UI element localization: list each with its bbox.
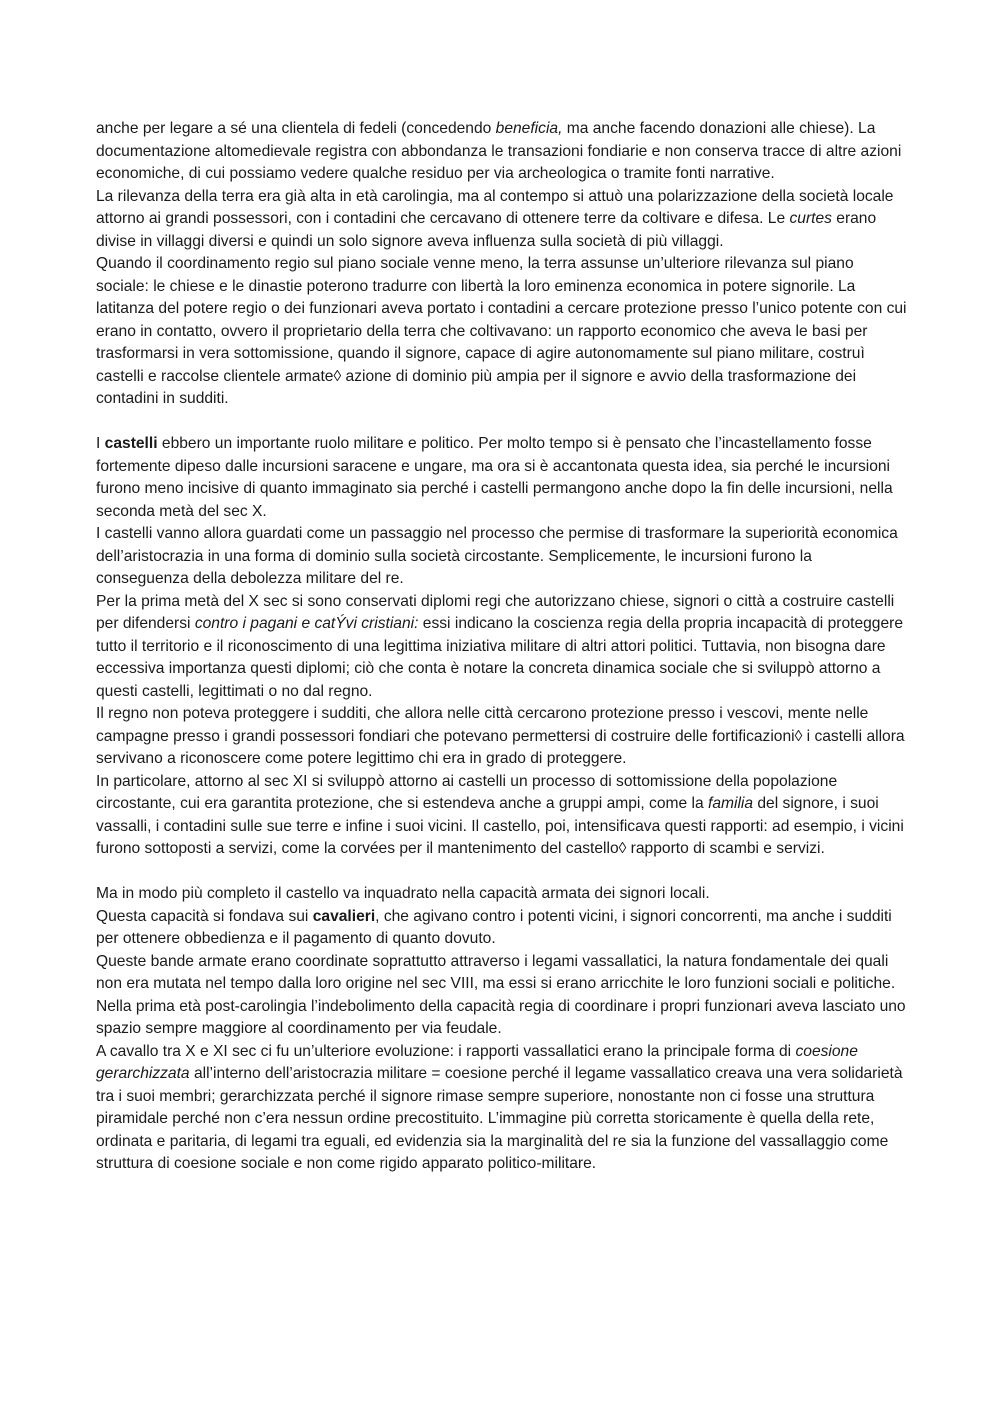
paragraph (96, 523, 908, 591)
paragraph-text: del signore, i suoi vassalli, i contadini sulle sue terre e infine i suoi vicini. Il castello, poi, intensificava questi rapporti: ad esempio, i vicini furono sottoposti a servizi, come la corvées per il mantenimento del castello◊ rapporto di scambi e servizi. (96, 795, 904, 857)
paragraph (96, 253, 908, 411)
paragraph-text: La rilevanza della terra era già alta in età carolingia, ma al contempo si attuò una polarizzazione della società locale attorno ai grandi possessori, con i contadini che cercavano di ottenere terre da coltivare e difesa. Le (96, 187, 894, 227)
paragraph-text: all’interno dell’aristocrazia militare = coesione perché il legame vassallatico creava una vera solidarietà tra i suoi membri; gerarchizzata perché il signore rimase sempre superiore, nonostante non ci fosse una struttura piramidale perché non c’era nessun ordine precostituito. L’immagine più corretta storicamente è quella della rete, ordinata e paritaria, di legami tra eguali, ed evidenzia sia la marginalità del re sia la funzione del vassallaggio come struttura di coesione sociale e non come rigido apparato politico-militare. (96, 1065, 903, 1172)
paragraph (96, 591, 908, 704)
paragraph-text: , che agivano contro i potenti vicini, i signori concorrenti, ma anche i sudditi per ottenere obbedienza e il pagamento di quanto dovuto. (96, 907, 892, 947)
paragraph-text: I (96, 435, 105, 452)
paragraph (96, 433, 908, 523)
paragraph-text: essi indicano la coscienza regia della propria incapacità di proteggere tutto il territorio e il riconoscimento di una legittima iniziativa militare di altri attori politici. Tuttavia, non bisogna dare eccessiva importanza questi diplomi; ciò che conta è notare la concreta dinamica sociale che si sviluppò attorno a questi castelli, legittimati o no dal regno. (96, 615, 904, 700)
paragraph (96, 996, 908, 1041)
paragraph (96, 1041, 908, 1176)
paragraph-text: Quando il coordinamento regio sul piano sociale venne meno, la terra assunse un’ulteriore rilevanza sul piano sociale: le chiese e le dinastie poterono tradurre con libertà la loro eminenza economica in potere signorile. La latitanza del potere regio o dei funzionari aveva portato i contadini a cercare protezione presso l’unico potente con cui erano in contatto, ovvero il proprietario della terra che coltivavano: un rapporto economico che aveva le basi per trasformarsi in vera sottomissione, quando il signore, capace di agire autonomamente sul piano militare, costruì castelli e raccolse clientele armate◊ azione di dominio più ampia per il signore e avvio della trasformazione dei contadini in sudditi. (96, 255, 907, 407)
italic-term: curtes (789, 210, 832, 227)
paragraph (96, 771, 908, 861)
document-page (96, 118, 908, 1176)
paragraph-spacer (96, 411, 908, 434)
paragraph-text: Queste bande armate erano coordinate soprattutto attraverso i legami vassallatici, la natura fondamentale dei quali non era mutata nel tempo dalla loro origine nel sec VIII, ma essi si erano arricchite le loro funzioni sociali e politiche. (96, 952, 896, 992)
paragraph (96, 118, 908, 186)
paragraph (96, 906, 908, 951)
paragraph-text: Il regno non poteva proteggere i sudditi, che allora nelle città cercarono protezione presso i vescovi, mente nelle campagne presso i grandi possessori fondiari che potevano permettersi di costruire delle fortificazioni◊ i castelli allora servivano a riconoscere come potere legittimo chi era in grado di proteggere. (96, 705, 905, 767)
italic-term: contro i pagani e catÝvi cristiani: (194, 615, 419, 632)
paragraph (96, 186, 908, 254)
paragraph (96, 951, 908, 996)
paragraph-text: ma anche facendo donazioni alle chiese). La documentazione altomedievale registra con abbondanza le transazioni fondiarie e non conserva tracce di altre azioni economiche, di cui possiamo vedere qualche residuo per via archeologica o tramite fonti narrative. (96, 120, 902, 182)
paragraph-text: Questa capacità si fondava sui (96, 907, 313, 925)
paragraph-text: Per la prima metà del X sec si sono conservati diplomi regi che autorizzano chiese, signori o città a costruire castelli per difendersi (96, 592, 895, 632)
paragraph-text: erano divise in villaggi diversi e quindi un solo signore aveva influenza sulla società di più villaggi. (96, 210, 877, 250)
paragraph-text: Ma in modo più completo il castello va inquadrato nella capacità armata dei signori locali. (96, 885, 710, 902)
paragraph-text: ebbero un importante ruolo militare e politico. Per molto tempo si è pensato che l’incastellamento fosse fortemente dipeso dalle incursioni saracene e ungare, ma ora si è accantonata questa idea, sia perché le incursioni furono meno incisive di quanto immaginato sia perché i castelli permangono anche dopo la fin delle incursioni, nella seconda metà del sec X. (96, 435, 893, 520)
italic-term: familia (707, 795, 754, 812)
paragraph-text: In particolare, attorno al sec XI si sviluppò attorno ai castelli un processo di sottomissione della popolazione circostante, cui era garantita protezione, che si estendeva anche a gruppi ampi, come la (96, 772, 838, 812)
bold-term: cavalieri (312, 907, 376, 925)
paragraph-text: A cavallo tra X e XI sec ci fu un’ulteriore evoluzione: i rapporti vassallatici erano la principale forma di (96, 1042, 796, 1060)
paragraph-text: I castelli vanno allora guardati come un passaggio nel processo che permise di trasformare la superiorità economica dell’aristocrazia in una forma di dominio sulla società circostante. Semplicemente, le incursioni furono la conseguenza della debolezza militare del re. (96, 525, 898, 587)
italic-term: coesione gerarchizzata (96, 1042, 858, 1082)
paragraph (96, 703, 908, 771)
paragraph-spacer (96, 861, 908, 884)
paragraph-text: anche per legare a sé una clientela di fedeli (concedendo (96, 120, 496, 137)
paragraph-text: Nella prima età post-carolingia l’indebolimento della capacità regia di coordinare i propri funzionari aveva lasciato uno spazio sempre maggiore al coordinamento per via feudale. (96, 997, 906, 1037)
bold-term: castelli (104, 435, 158, 452)
italic-term: beneficia, (495, 120, 563, 137)
paragraph (96, 883, 908, 906)
